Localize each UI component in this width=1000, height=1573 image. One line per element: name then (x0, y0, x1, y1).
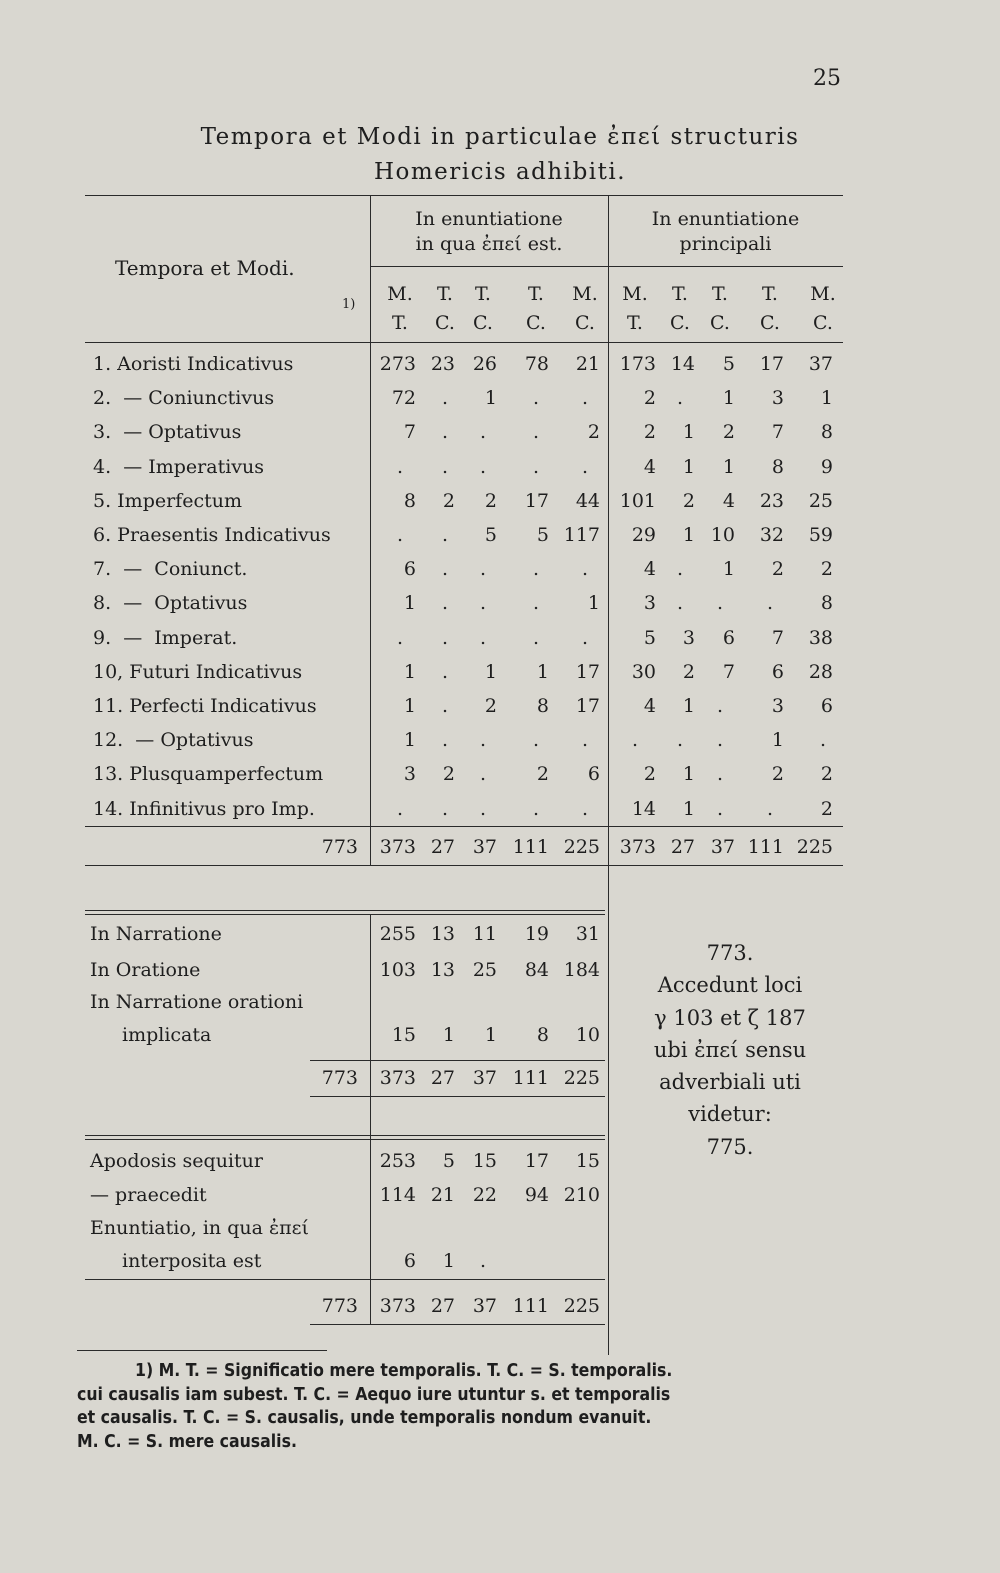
total-cell: 225 (796, 836, 833, 858)
section-cell: 25 (472, 959, 497, 981)
column-header-bottom: C. (575, 312, 595, 334)
section-cell: 103 (379, 959, 416, 981)
table-cell: 2 (820, 798, 833, 820)
section-row-label: In Narratione orationi (90, 991, 304, 1013)
row-label: 7. — Coniunct. (93, 558, 248, 580)
table-cell: 9 (820, 456, 833, 478)
section-cell: 10 (575, 1024, 600, 1046)
table-cell: . (676, 558, 684, 580)
table-cell: . (532, 592, 540, 614)
section-total-cell: 111 (512, 1295, 549, 1317)
footnote-line: et causalis. T. C. = S. causalis, unde temporalis nondum evanuit. (77, 1408, 652, 1429)
table-cell: . (716, 695, 724, 717)
table-cell: . (676, 387, 684, 409)
table-cell: . (631, 729, 639, 751)
column-header-top: M. (622, 283, 648, 305)
row-label: 13. Plusquamperfectum (93, 763, 324, 785)
table-cell: . (581, 729, 589, 751)
rule-s3-top (85, 1135, 605, 1136)
table-cell: 273 (379, 353, 416, 375)
total-cell: 27 (670, 836, 695, 858)
table-cell: 1 (682, 456, 695, 478)
table-cell: 2 (820, 558, 833, 580)
row-label: 2. — Coniunctivus (93, 387, 275, 409)
table-cell: . (396, 627, 404, 649)
table-cell: 3 (771, 695, 784, 717)
rule-s3-top2 (85, 1139, 605, 1140)
section-cell: 210 (563, 1184, 600, 1206)
column-header-top: M. (810, 283, 836, 305)
table-cell: 1 (403, 695, 416, 717)
column-header-bottom: C. (473, 312, 493, 334)
table-cell: 1 (682, 421, 695, 443)
section-cell: 1 (442, 1250, 455, 1272)
rule-header-bottom (85, 342, 843, 343)
footnote-line: 1) M. T. = Significatio mere temporalis. T. C. = S. temporalis. (135, 1361, 673, 1381)
table-cell: . (532, 387, 540, 409)
table-cell: . (716, 592, 724, 614)
table-cell: 7 (722, 661, 735, 683)
rule-s3-totals (85, 1279, 605, 1280)
row-label: 1. Aoristi Indicativus (93, 353, 294, 375)
side-note-line: γ 103 et ζ 187 (654, 1005, 806, 1030)
table-cell: 1 (722, 558, 735, 580)
table-cell: 1 (484, 387, 497, 409)
table-cell: 28 (808, 661, 833, 683)
side-note-line: ubi ἐπεί sensu (653, 1037, 807, 1062)
rule-top (85, 195, 843, 196)
section-cell: 255 (379, 923, 416, 945)
section-cell: 184 (563, 959, 600, 981)
table-cell: 38 (808, 627, 833, 649)
table-cell: 1 (484, 661, 497, 683)
section-total-cell: 111 (512, 1067, 549, 1089)
table-cell: 2 (682, 490, 695, 512)
table-cell: 1 (403, 592, 416, 614)
section-row-label: In Narratione (90, 923, 222, 945)
row-label: 10, Futuri Indicativus (93, 661, 303, 683)
table-cell: 117 (563, 524, 600, 546)
group2-header-sub: principali (679, 233, 772, 255)
page-number: 25 (813, 66, 841, 91)
row-label: 4. — Imperativus (93, 456, 265, 478)
section-total-cell: 27 (430, 1067, 455, 1089)
table-cell: . (532, 421, 540, 443)
table-cell: 6 (722, 627, 735, 649)
section-cell: 6 (403, 1250, 416, 1272)
rule-s2-top (85, 910, 605, 911)
table-cell: 2 (442, 490, 455, 512)
table-cell: . (479, 627, 487, 649)
section-total-cell: 225 (563, 1067, 600, 1089)
table-cell: . (532, 558, 540, 580)
table-cell: 1 (722, 456, 735, 478)
table-cell: 1 (682, 695, 695, 717)
table-cell: . (766, 592, 774, 614)
table-cell: 8 (536, 695, 549, 717)
row-label: 11. Perfecti Indicativus (93, 695, 317, 717)
section-cell: . (479, 1250, 487, 1272)
table-cell: 2 (722, 421, 735, 443)
table-cell: . (581, 558, 589, 580)
table-cell: 2 (442, 763, 455, 785)
column-header-top: T. (528, 283, 544, 305)
table-cell: 101 (619, 490, 656, 512)
row-label: 8. — Optativus (93, 592, 248, 614)
table-cell: . (441, 421, 449, 443)
table-cell: 1 (682, 763, 695, 785)
table-cell: 5 (536, 524, 549, 546)
table-cell: 4 (722, 490, 735, 512)
table-cell: 14 (631, 798, 656, 820)
table-cell: . (441, 729, 449, 751)
footnote-rule (77, 1350, 327, 1351)
total-cell: 373 (379, 836, 416, 858)
table-cell: 6 (403, 558, 416, 580)
column-header-top: T. (712, 283, 728, 305)
table-cell: . (441, 798, 449, 820)
row-label: 9. — Imperat. (93, 627, 238, 649)
section-cell: 13 (430, 923, 455, 945)
section-row-label: Enuntiatio, in qua ἐπεί (90, 1217, 309, 1239)
rule-totals-top (85, 826, 843, 827)
section-row-label: In Oratione (90, 959, 201, 981)
table-cell: 5 (722, 353, 735, 375)
column-header-bottom: C. (435, 312, 455, 334)
section-total-cell: 373 (379, 1067, 416, 1089)
table-cell: . (532, 729, 540, 751)
column-header-bottom: C. (760, 312, 780, 334)
table-cell: . (479, 456, 487, 478)
table-cell: 6 (587, 763, 600, 785)
table-cell: . (479, 558, 487, 580)
section-cell: 31 (575, 923, 600, 945)
section-cell: 15 (472, 1150, 497, 1172)
section-cell: 19 (524, 923, 549, 945)
section-cell: 8 (536, 1024, 549, 1046)
section-cell: 5 (442, 1150, 455, 1172)
rule-s2-totals-bottom (310, 1096, 605, 1097)
table-cell: 2 (820, 763, 833, 785)
table-cell: . (479, 421, 487, 443)
section-cell: 253 (379, 1150, 416, 1172)
side-note-line: 775. (706, 1134, 754, 1159)
table-cell: . (716, 798, 724, 820)
total-cell: 225 (563, 836, 600, 858)
table-cell: . (716, 763, 724, 785)
table-cell: . (676, 592, 684, 614)
table-cell: . (441, 524, 449, 546)
table-cell: 5 (643, 627, 656, 649)
table-cell: . (441, 456, 449, 478)
table-cell: . (766, 798, 774, 820)
footnote-line: cui causalis iam subest. T. C. = Aequo iure utuntur s. et temporalis (77, 1384, 671, 1405)
table-cell: 25 (808, 490, 833, 512)
table-cell: 1 (587, 592, 600, 614)
table-cell: 17 (575, 695, 600, 717)
column-header-bottom: C. (813, 312, 833, 334)
tempora-label: Tempora et Modi. (115, 256, 295, 280)
table-cell: . (581, 387, 589, 409)
table-cell: 5 (484, 524, 497, 546)
section-row-label: Apodosis sequitur (90, 1150, 263, 1172)
column-header-bottom: T. (392, 312, 408, 334)
section-total-cell: 773 (321, 1067, 358, 1089)
total-cell: 111 (747, 836, 784, 858)
table-cell: . (479, 592, 487, 614)
total-cell: 27 (430, 836, 455, 858)
section-total-cell: 37 (472, 1067, 497, 1089)
column-header-top: T. (437, 283, 453, 305)
table-cell: 4 (643, 456, 656, 478)
table-title-line2: Homericis adhibiti. (373, 159, 627, 185)
table-cell: . (676, 729, 684, 751)
table-cell: 1 (682, 798, 695, 820)
section-cell: 22 (472, 1184, 497, 1206)
section-cell: 94 (524, 1184, 549, 1206)
rule-s2-totals (310, 1060, 605, 1061)
table-cell: 1 (771, 729, 784, 751)
row-label: 6. Praesentis Indicativus (93, 524, 331, 546)
table-cell: . (581, 627, 589, 649)
column-header-bottom: C. (670, 312, 690, 334)
table-cell: 3 (403, 763, 416, 785)
section-total-cell: 27 (430, 1295, 455, 1317)
table-cell: 2 (643, 763, 656, 785)
table-cell: 7 (771, 421, 784, 443)
vrule-left (370, 195, 371, 865)
column-header-bottom: C. (526, 312, 546, 334)
total-cell: 773 (321, 836, 358, 858)
table-cell: . (441, 387, 449, 409)
column-header-top: M. (572, 283, 598, 305)
table-cell: . (441, 695, 449, 717)
table-cell: . (581, 456, 589, 478)
section-cell: 114 (379, 1184, 416, 1206)
table-cell: 8 (820, 421, 833, 443)
section-cell: 21 (430, 1184, 455, 1206)
vrule-mid (608, 195, 609, 865)
section-row-label-cont: interposita est (122, 1250, 262, 1272)
table-cell: 14 (670, 353, 695, 375)
table-cell: 17 (524, 490, 549, 512)
table-cell: 2 (536, 763, 549, 785)
table-cell: 8 (771, 456, 784, 478)
section-cell: 11 (472, 923, 497, 945)
table-cell: 6 (820, 695, 833, 717)
table-cell: 29 (631, 524, 656, 546)
table-cell: 3 (682, 627, 695, 649)
table-cell: 4 (643, 695, 656, 717)
side-note-line: 773. (706, 941, 754, 965)
table-cell: 78 (524, 353, 549, 375)
section-cell: 17 (524, 1150, 549, 1172)
table-cell: 2 (771, 763, 784, 785)
table-cell: 8 (403, 490, 416, 512)
table-cell: . (581, 798, 589, 820)
table-cell: 7 (771, 627, 784, 649)
table-cell: 8 (820, 592, 833, 614)
table-cell: . (441, 627, 449, 649)
table-cell: 3 (643, 592, 656, 614)
table-cell: 32 (759, 524, 784, 546)
table-cell: 3 (771, 387, 784, 409)
group2-header: In enuntiatione (651, 208, 800, 230)
total-cell: 373 (619, 836, 656, 858)
table-cell: 30 (631, 661, 656, 683)
table-cell: 59 (808, 524, 833, 546)
table-cell: 37 (808, 353, 833, 375)
table-cell: 7 (403, 421, 416, 443)
table-title-line1: Tempora et Modi in particulae ἐπεί structuris (200, 124, 800, 150)
table-cell: 4 (643, 558, 656, 580)
table-cell: 2 (587, 421, 600, 443)
table-cell: 26 (472, 353, 497, 375)
section-cell: 15 (575, 1150, 600, 1172)
table-cell: 2 (643, 421, 656, 443)
row-label: 12. — Optativus (93, 729, 254, 751)
table-cell: 44 (575, 490, 600, 512)
table-cell: . (441, 592, 449, 614)
table-cell: . (532, 627, 540, 649)
column-header-top: T. (762, 283, 778, 305)
table-cell: . (532, 456, 540, 478)
section-total-cell: 773 (321, 1295, 358, 1317)
section-total-cell: 225 (563, 1295, 600, 1317)
vrule-lower-left (370, 914, 371, 1324)
column-header-top: M. (387, 283, 413, 305)
table-cell: 1 (820, 387, 833, 409)
table-cell: 21 (575, 353, 600, 375)
footnote-mark: 1) (342, 297, 356, 312)
section-row-label: — praecedit (90, 1184, 207, 1206)
table-cell: . (819, 729, 827, 751)
table-cell: . (479, 763, 487, 785)
table-cell: 17 (575, 661, 600, 683)
row-label: 14. Infinitivus pro Imp. (93, 798, 315, 820)
total-cell: 37 (710, 836, 735, 858)
table-cell: . (716, 729, 724, 751)
table-cell: . (396, 798, 404, 820)
section-total-cell: 37 (472, 1295, 497, 1317)
table-cell: 2 (771, 558, 784, 580)
side-note-line: videtur: (688, 1102, 772, 1127)
table-cell: 23 (430, 353, 455, 375)
table-cell: 72 (391, 387, 416, 409)
section-total-cell: 373 (379, 1295, 416, 1317)
table-cell: 2 (682, 661, 695, 683)
rule-totals-bottom (85, 865, 843, 866)
rule-s3-totals-bottom (310, 1324, 605, 1325)
total-cell: 37 (472, 836, 497, 858)
rule-subheader (370, 266, 843, 267)
section-cell: 84 (524, 959, 549, 981)
column-header-bottom: C. (710, 312, 730, 334)
section-cell: 15 (391, 1024, 416, 1046)
table-cell: . (532, 798, 540, 820)
table-cell: 6 (771, 661, 784, 683)
side-note-line: Accedunt loci (657, 973, 803, 998)
section-cell: 1 (484, 1024, 497, 1046)
table-cell: . (441, 558, 449, 580)
group1-header: In enuntiatione (415, 208, 563, 230)
row-label: 5. Imperfectum (93, 490, 242, 512)
side-note-line: adverbiali uti (659, 1070, 801, 1094)
table-cell: 1 (722, 387, 735, 409)
section-row-label-cont: implicata (122, 1024, 212, 1046)
total-cell: 111 (512, 836, 549, 858)
table-cell: 1 (403, 729, 416, 751)
table-cell: 1 (536, 661, 549, 683)
group1-header-sub: in qua ἐπεί est. (415, 233, 563, 255)
section-cell: 1 (442, 1024, 455, 1046)
column-header-bottom: T. (627, 312, 643, 334)
column-header-top: T. (475, 283, 491, 305)
table-cell: 2 (643, 387, 656, 409)
table-cell: . (396, 524, 404, 546)
footnote-line: M. C. = S. mere causalis. (77, 1431, 297, 1452)
table-cell: 17 (759, 353, 784, 375)
row-label: 3. — Optativus (93, 421, 242, 443)
side-note (600, 940, 860, 1160)
table-cell: 173 (619, 353, 656, 375)
table-cell: 2 (484, 695, 497, 717)
table-cell: 1 (403, 661, 416, 683)
rule-s2-top2 (85, 914, 605, 915)
section-cell: 13 (430, 959, 455, 981)
table-cell: 10 (710, 524, 735, 546)
table-cell: . (396, 456, 404, 478)
table-cell: . (441, 661, 449, 683)
table-cell: . (479, 729, 487, 751)
column-header-top: T. (672, 283, 688, 305)
table-cell: 2 (484, 490, 497, 512)
table-cell: 23 (759, 490, 784, 512)
table-cell: . (479, 798, 487, 820)
table-cell: 1 (682, 524, 695, 546)
footnote (77, 1360, 847, 1455)
